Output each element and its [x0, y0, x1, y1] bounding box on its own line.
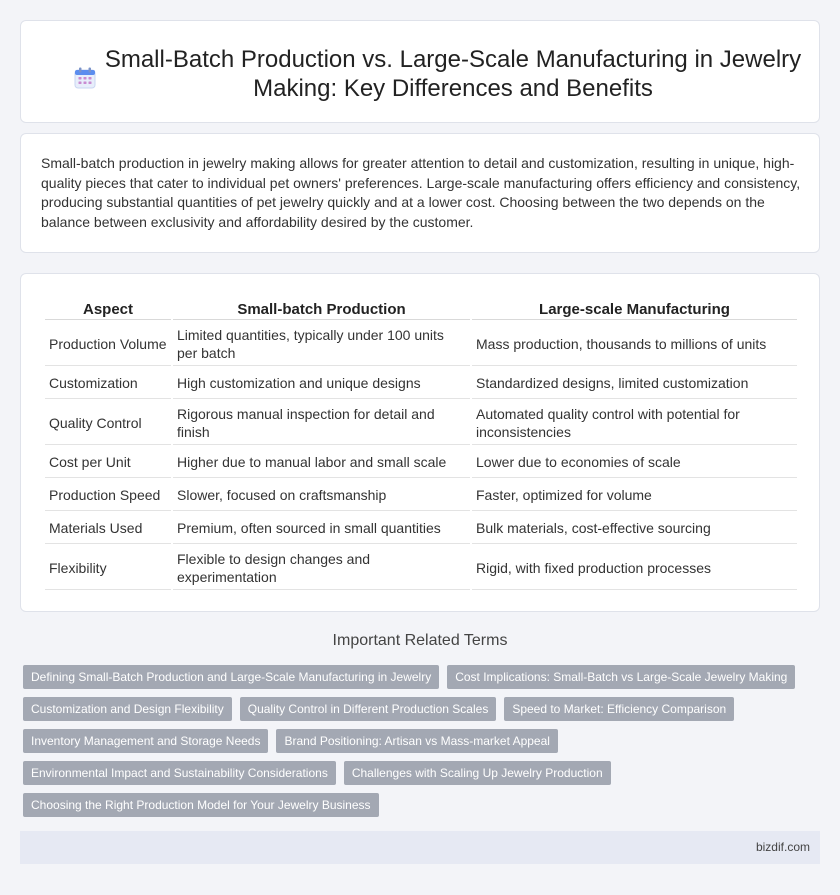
- intro-text: Small-batch production in jewelry making allows for greater attention to detail and customization, resulting in unique, high-quality pieces that cater to individual pet owners' preferences. Large-scale manufacturing offers efficiency and consistency, producing substantial quantities of pet jewelry quickly and at a lower cost. Choosing between the two depends on the balance between exclusivity and affordability desired by the customer.: [41, 155, 801, 230]
- table-cell: Flexible to design changes and experimentation: [173, 546, 470, 590]
- related-term-tag[interactable]: Challenges with Scaling Up Jewelry Production: [344, 761, 611, 785]
- related-term-tag[interactable]: Environmental Impact and Sustainability Considerations: [23, 761, 336, 785]
- related-term-tag[interactable]: Cost Implications: Small-Batch vs Large-Scale Jewelry Making: [447, 665, 795, 689]
- page-title: Small-Batch Production vs. Large-Scale Manufacturing in Jewelry Making: Key Differences and Benefits: [104, 46, 802, 102]
- footer: [20, 831, 820, 864]
- table-cell: Faster, optimized for volume: [472, 480, 797, 511]
- table-cell: Flexibility: [45, 546, 171, 590]
- table-cell: Lower due to economies of scale: [472, 447, 797, 478]
- table-cell: Slower, focused on craftsmanship: [173, 480, 470, 511]
- related-terms-list: [23, 665, 823, 825]
- table-row: [45, 546, 797, 590]
- table-row: [45, 447, 797, 478]
- related-term-tag[interactable]: Inventory Management and Storage Needs: [23, 729, 268, 753]
- table-cell: Quality Control: [45, 401, 171, 445]
- footer-site-link[interactable]: bizdif.com: [755, 840, 810, 854]
- table-cell: Cost per Unit: [45, 447, 171, 478]
- table-header-row: [45, 298, 797, 320]
- table-cell: Premium, often sourced in small quantities: [173, 513, 470, 544]
- table-row: [45, 322, 797, 366]
- table-cell: Materials Used: [45, 513, 171, 544]
- table-cell: Rigid, with fixed production processes: [472, 546, 797, 590]
- table-row: [45, 513, 797, 544]
- table-cell: Standardized designs, limited customization: [472, 368, 797, 399]
- table-cell: Automated quality control with potential for inconsistencies: [472, 401, 797, 445]
- table-cell: High customization and unique designs: [173, 368, 470, 399]
- related-term-tag[interactable]: Customization and Design Flexibility: [23, 697, 232, 721]
- table-row: [45, 368, 797, 399]
- table-row: [45, 401, 797, 445]
- comparison-table: [43, 296, 799, 592]
- calendar-icon: [73, 66, 97, 90]
- table-cell: Higher due to manual labor and small scale: [173, 447, 470, 478]
- title-card: [20, 20, 820, 123]
- column-header-aspect: Aspect: [45, 298, 171, 320]
- table-cell: Bulk materials, cost-effective sourcing: [472, 513, 797, 544]
- column-header-large-scale: Large-scale Manufacturing: [472, 298, 797, 320]
- table-cell: Production Volume: [45, 322, 171, 366]
- related-terms-heading: Important Related Terms: [332, 632, 508, 649]
- table-cell: Customization: [45, 368, 171, 399]
- table-cell: Limited quantities, typically under 100 units per batch: [173, 322, 470, 366]
- table-cell: Mass production, thousands to millions of units: [472, 322, 797, 366]
- comparison-card: [20, 273, 820, 612]
- related-term-tag[interactable]: Brand Positioning: Artisan vs Mass-market Appeal: [276, 729, 557, 753]
- intro-card: [20, 133, 820, 253]
- related-term-tag[interactable]: Speed to Market: Efficiency Comparison: [504, 697, 734, 721]
- table-row: [45, 480, 797, 511]
- related-term-tag[interactable]: Quality Control in Different Production Scales: [240, 697, 497, 721]
- column-header-small-batch: Small-batch Production: [173, 298, 470, 320]
- related-term-tag[interactable]: Defining Small-Batch Production and Large-Scale Manufacturing in Jewelry: [23, 665, 439, 689]
- table-cell: Production Speed: [45, 480, 171, 511]
- table-cell: Rigorous manual inspection for detail and finish: [173, 401, 470, 445]
- related-term-tag[interactable]: Choosing the Right Production Model for Your Jewelry Business: [23, 793, 379, 817]
